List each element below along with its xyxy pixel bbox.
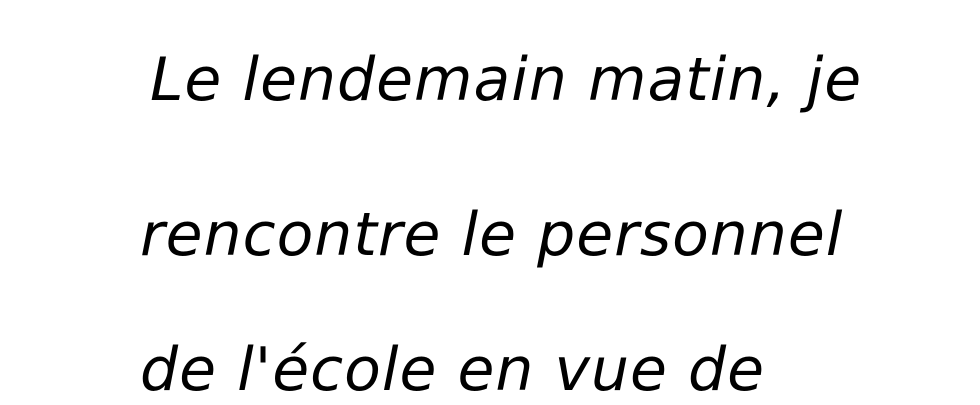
- handwriting-line-3: de l'école en vue de: [140, 335, 766, 405]
- handwriting-line-1: Le lendemain matin, je: [150, 45, 863, 115]
- handwriting-line-2: rencontre le personnel: [140, 200, 844, 270]
